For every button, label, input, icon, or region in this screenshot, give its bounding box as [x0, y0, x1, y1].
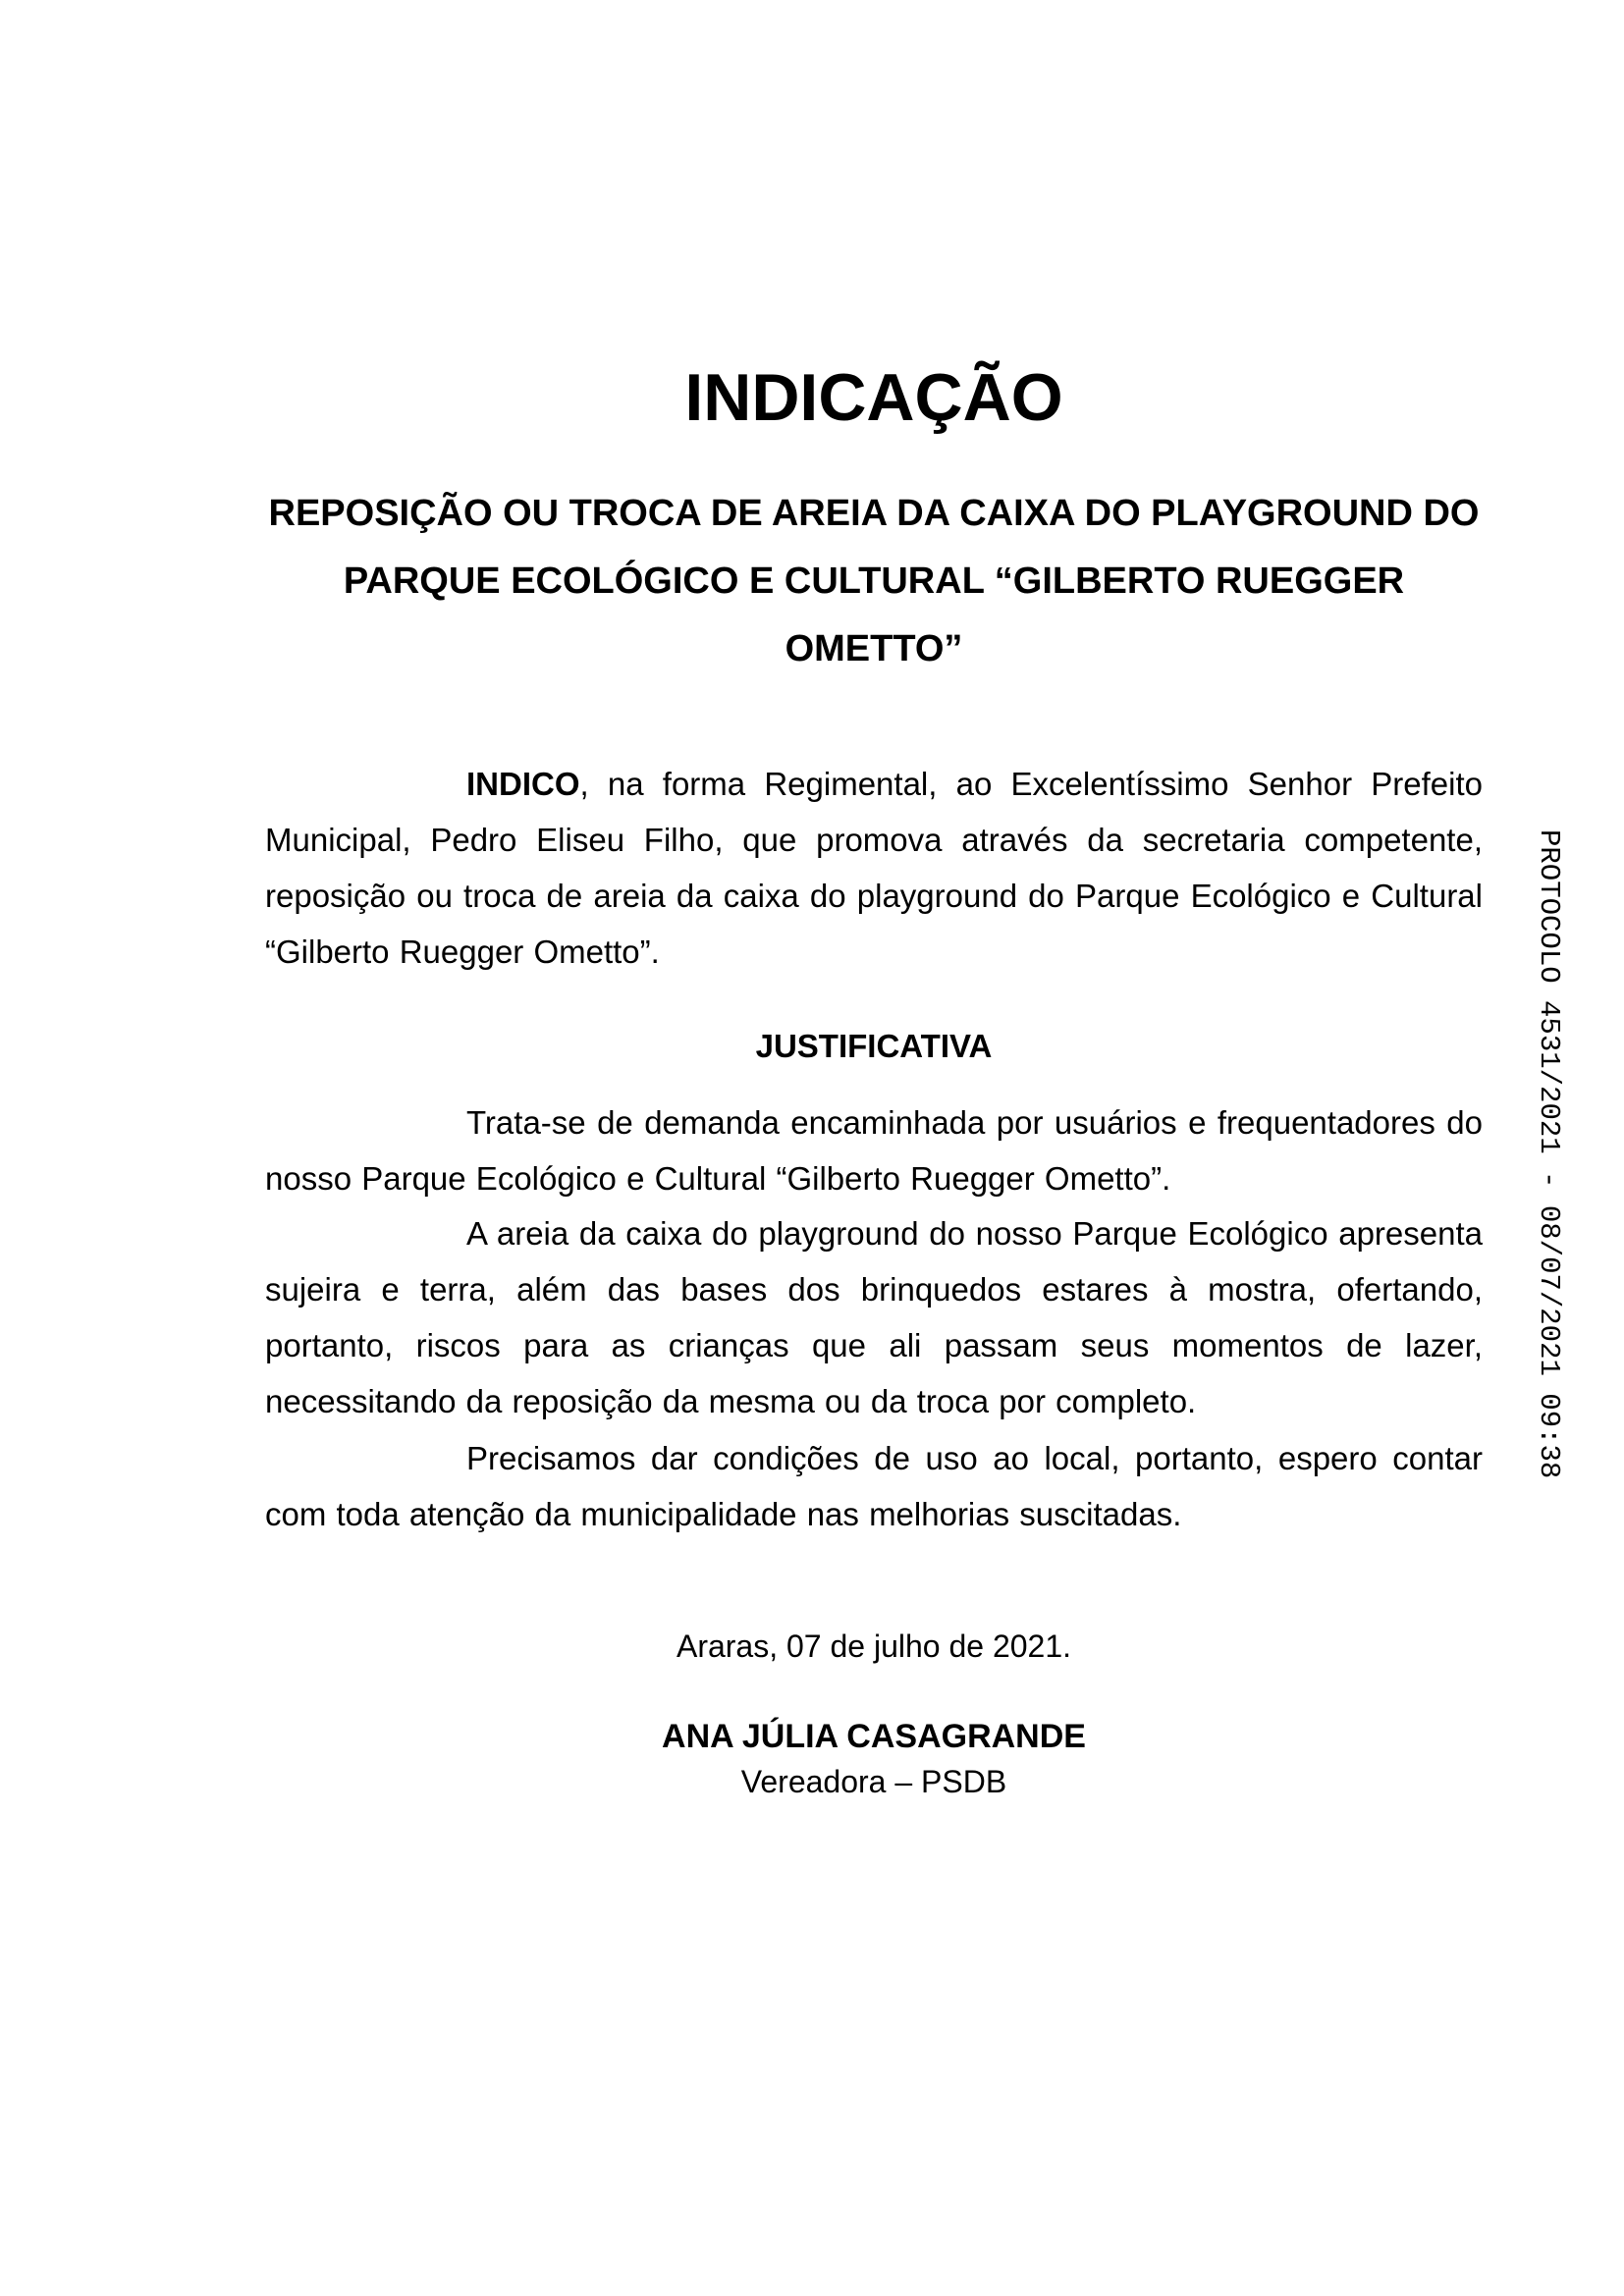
protocol-stamp: PROTOCOLO 4531/2021 - 08/07/2021 09:38 [1533, 829, 1565, 1479]
paragraph-trata-se: Trata-se de demanda encaminhada por usuários e frequentadores do nosso Parque Ecológico e Cultural “Gilberto Ruegger Ometto”. [265, 1104, 1483, 1197]
document-title: INDICAÇÃO [684, 359, 1063, 435]
signature-name: ANA JÚLIA CASAGRANDE [662, 1718, 1086, 1755]
paragraph-indico-rest: , na forma Regimental, ao Excelentíssimo Senhor Prefeito Municipal, Pedro Eliseu Filho, que promova através da secretaria competente, reposição ou troca de areia da caixa do playground do Parque Ecológico e Cultural “Gilberto Ruegger Ometto”. [265, 766, 1483, 970]
paragraph-precisamos: Precisamos dar condições de uso ao local, portanto, espero contar com toda atenção da municipalidade nas melhorias suscitadas. [265, 1440, 1483, 1532]
paragraph-indico [265, 756, 1483, 980]
signature-role: Vereadora – PSDB [740, 1764, 1007, 1799]
section-heading-justificativa: JUSTIFICATIVA [755, 1028, 993, 1064]
document-subtitle: REPOSIÇÃO OU TROCA DE AREIA DA CAIXA DO PLAYGROUND DO PARQUE ECOLÓGICO E CULTURAL “GILBERTO RUEGGER OMETTO” [268, 492, 1480, 669]
paragraph-a-areia: A areia da caixa do playground do nosso Parque Ecológico apresenta sujeira e terra, além das bases dos brinquedos estares à mostra, ofertando, portanto, riscos para as crianças que ali passam seus momentos de lazer, necessitando da reposição da mesma ou da troca por completo. [265, 1215, 1483, 1419]
date-line: Araras, 07 de julho de 2021. [676, 1629, 1072, 1664]
paragraph-indico-lead: INDICO [466, 766, 580, 802]
signature-block [265, 1714, 1483, 1804]
